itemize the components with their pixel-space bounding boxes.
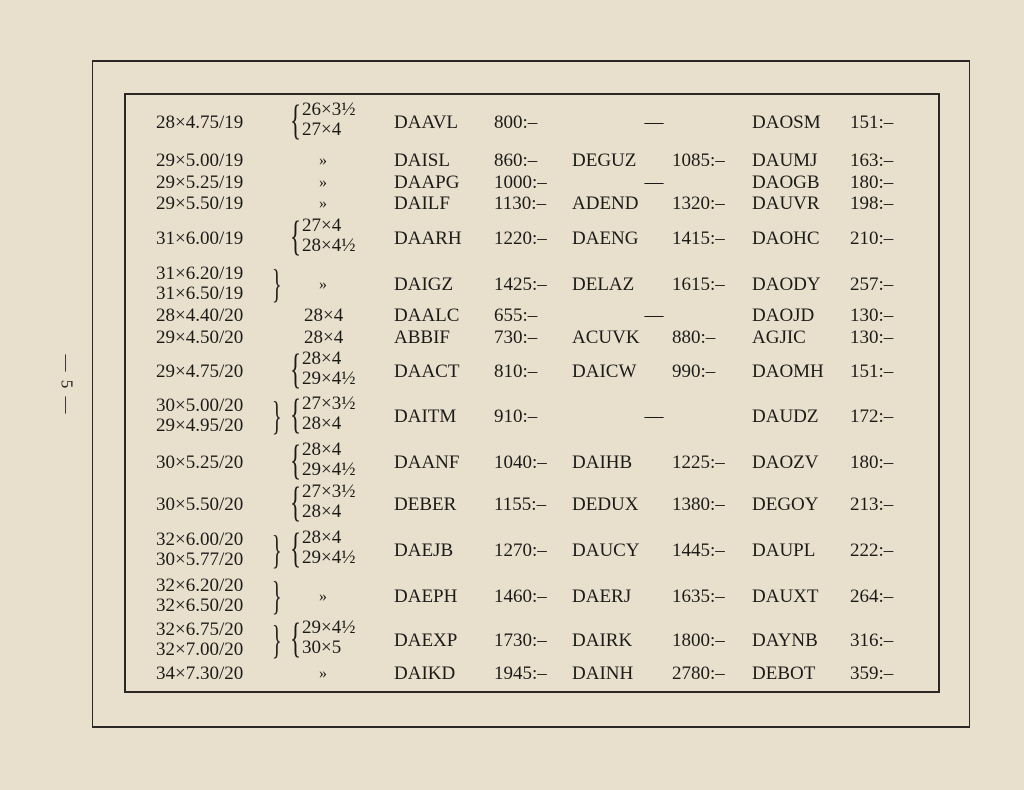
alt-size-value: 28×4: [304, 305, 344, 326]
alt-size-value: 27×3½: [302, 393, 356, 414]
alt-size-value: 29×4½: [302, 617, 356, 638]
ditto-mark: »: [319, 665, 327, 682]
price-3: 316:–: [850, 630, 894, 651]
price-1: 1425:–: [494, 274, 547, 295]
size-value: 28×4.75/19: [156, 112, 244, 133]
size-value: 30×5.50/20: [156, 494, 244, 515]
alt-brace: {: [290, 98, 302, 144]
alt-brace: {: [290, 347, 302, 393]
price-1: 810:–: [494, 361, 538, 382]
price-1: 730:–: [494, 327, 538, 348]
size-value: 30×5.00/20: [156, 395, 244, 416]
code-3: DEGOY: [752, 494, 819, 515]
size-cell: [156, 112, 243, 134]
price-1: 1155:–: [494, 494, 547, 515]
alt-size-value: 29×4½: [302, 547, 356, 568]
code-2: DAIRK: [572, 630, 633, 651]
alt-size-value: 28×4: [302, 348, 342, 369]
size-cell: [156, 193, 243, 215]
price-2: 1445:–: [672, 540, 725, 561]
size-cell: [156, 305, 243, 327]
ditto-mark: »: [319, 152, 327, 169]
size-value: 29×4.50/20: [156, 327, 244, 348]
price-2: 1800:–: [672, 630, 725, 651]
code-3: DAODY: [752, 274, 821, 295]
price-3: 180:–: [850, 452, 894, 473]
price-2: 990:–: [672, 361, 716, 382]
alt-size-value: 30×5: [302, 637, 342, 658]
size-cell: [156, 396, 243, 436]
price-3: 213:–: [850, 494, 894, 515]
empty-dash: —: [644, 305, 664, 326]
alt-brace: {: [290, 480, 302, 526]
alt-brace: {: [290, 438, 302, 484]
alt-size-value: 28×4½: [302, 235, 356, 256]
code-1: DAEJB: [394, 540, 454, 561]
size-value: 29×5.00/19: [156, 150, 244, 171]
alt-size-value: 28×4: [302, 413, 342, 434]
alt-size-value: 28×4: [302, 527, 342, 548]
alt-brace: {: [290, 526, 302, 572]
alt-size-lines: [302, 482, 355, 522]
code-1: DEBER: [394, 494, 457, 515]
size-brace: }: [272, 527, 282, 572]
code-1: DAAVL: [394, 112, 459, 133]
size-brace: }: [272, 261, 282, 306]
size-cell: [156, 576, 243, 616]
size-value: 30×5.25/20: [156, 452, 244, 473]
alt-size-value: 28×4: [304, 327, 344, 348]
code-2: DELAZ: [572, 274, 635, 295]
size-value: 32×7.00/20: [156, 639, 244, 660]
code-3: DAYNB: [752, 630, 818, 651]
alt-brace: {: [290, 392, 302, 438]
price-1: 800:–: [494, 112, 538, 133]
code-3: DAOSM: [752, 112, 821, 133]
alt-size-lines: [302, 440, 355, 480]
code-1: ABBIF: [394, 327, 450, 348]
price-3: 198:–: [850, 193, 894, 214]
code-1: DAACT: [394, 361, 460, 382]
empty-dash: —: [644, 112, 664, 133]
page-number: [46, 355, 86, 415]
price-1: 1460:–: [494, 586, 547, 607]
size-cell: [156, 494, 243, 516]
alt-size-value: 28×4: [302, 439, 342, 460]
code-1: DAIKD: [394, 663, 456, 684]
ditto-mark: »: [319, 588, 327, 605]
code-1: DAARH: [394, 228, 462, 249]
alt-size-lines: [302, 394, 355, 434]
code-2: DAUCY: [572, 540, 640, 561]
code-3: DAUPL: [752, 540, 816, 561]
size-cell: [156, 452, 243, 474]
code-2: DAIHB: [572, 452, 633, 473]
alt-brace: {: [290, 616, 302, 662]
size-cell: [156, 150, 243, 172]
price-2: 1225:–: [672, 452, 725, 473]
price-3: 130:–: [850, 327, 894, 348]
alt-size-value: 28×4: [302, 501, 342, 522]
code-3: DAOHC: [752, 228, 820, 249]
code-3: DAUVR: [752, 193, 820, 214]
size-value: 29×5.25/19: [156, 172, 244, 193]
alt-size-lines: [302, 528, 355, 568]
size-value: 28×4.40/20: [156, 305, 244, 326]
price-3: 257:–: [850, 274, 894, 295]
code-1: DAILF: [394, 193, 450, 214]
size-value: 29×5.50/19: [156, 193, 244, 214]
price-2: 1635:–: [672, 586, 725, 607]
code-1: DAISL: [394, 150, 450, 171]
code-1: DAEPH: [394, 586, 458, 607]
price-1: 1220:–: [494, 228, 547, 249]
alt-size-value: 29×4½: [302, 368, 356, 389]
price-3: 180:–: [850, 172, 894, 193]
alt-size-value: 27×3½: [302, 481, 356, 502]
size-brace: }: [272, 573, 282, 618]
code-3: DAOJD: [752, 305, 815, 326]
code-1: DAAPG: [394, 172, 460, 193]
price-1: 1270:–: [494, 540, 547, 561]
alt-size-value: 27×4: [302, 215, 342, 236]
code-2: DEDUX: [572, 494, 639, 515]
code-2: DEGUZ: [572, 150, 637, 171]
size-cell: [156, 663, 243, 685]
price-2: 2780:–: [672, 663, 725, 684]
price-2: 880:–: [672, 327, 716, 348]
code-2: ADEND: [572, 193, 639, 214]
price-1: 860:–: [494, 150, 538, 171]
size-cell: [156, 530, 243, 570]
alt-size-lines: [302, 349, 355, 389]
ditto-mark: »: [319, 276, 327, 293]
size-brace: }: [272, 393, 282, 438]
size-cell: [156, 172, 243, 194]
size-cell: [156, 264, 243, 304]
ditto-mark: »: [319, 195, 327, 212]
code-3: DAUDZ: [752, 406, 819, 427]
size-cell: [156, 361, 243, 383]
size-cell: [156, 228, 243, 250]
price-3: 163:–: [850, 150, 894, 171]
size-value: 32×6.20/20: [156, 575, 244, 596]
price-1: 1730:–: [494, 630, 547, 651]
code-1: DAALC: [394, 305, 460, 326]
price-1: 910:–: [494, 406, 538, 427]
price-1: 655:–: [494, 305, 538, 326]
size-cell: [156, 327, 243, 349]
code-3: DEBOT: [752, 663, 816, 684]
code-3: DAUMJ: [752, 150, 818, 171]
price-3: 172:–: [850, 406, 894, 427]
alt-size-value: 26×3½: [302, 99, 356, 120]
size-value: 31×6.00/19: [156, 228, 244, 249]
code-2: ACUVK: [572, 327, 640, 348]
size-value: 31×6.20/19: [156, 263, 244, 284]
size-value: 32×6.75/20: [156, 619, 244, 640]
price-2: 1320:–: [672, 193, 725, 214]
code-3: DAOGB: [752, 172, 820, 193]
size-value: 30×5.77/20: [156, 549, 244, 570]
price-3: 210:–: [850, 228, 894, 249]
page-number-text: — 5 —: [57, 354, 76, 416]
code-3: DAOZV: [752, 452, 819, 473]
price-2: 1380:–: [672, 494, 725, 515]
size-value: 29×4.75/20: [156, 361, 244, 382]
code-2: DAICW: [572, 361, 637, 382]
price-1: 1945:–: [494, 663, 547, 684]
alt-size-value: 29×4½: [302, 459, 356, 480]
price-2: 1085:–: [672, 150, 725, 171]
price-1: 1130:–: [494, 193, 547, 214]
code-1: DAEXP: [394, 630, 458, 651]
alt-size-lines: [302, 216, 355, 256]
price-1: 1040:–: [494, 452, 547, 473]
price-1: 1000:–: [494, 172, 547, 193]
code-3: DAUXT: [752, 586, 819, 607]
size-brace: }: [272, 617, 282, 662]
price-3: 130:–: [850, 305, 894, 326]
code-2: DAERJ: [572, 586, 632, 607]
alt-size-value: 27×4: [302, 119, 342, 140]
ditto-mark: »: [319, 174, 327, 191]
price-3: 222:–: [850, 540, 894, 561]
empty-dash: —: [644, 406, 664, 427]
price-2: 1415:–: [672, 228, 725, 249]
code-2: DAENG: [572, 228, 639, 249]
price-2: 1615:–: [672, 274, 725, 295]
price-3: 264:–: [850, 586, 894, 607]
size-cell: [156, 620, 243, 660]
price-3: 151:–: [850, 112, 894, 133]
size-value: 32×6.00/20: [156, 529, 244, 550]
code-3: AGJIC: [752, 327, 806, 348]
empty-dash: —: [644, 172, 664, 193]
code-1: DAITM: [394, 406, 457, 427]
size-value: 34×7.30/20: [156, 663, 244, 684]
size-value: 32×6.50/20: [156, 595, 244, 616]
price-3: 359:–: [850, 663, 894, 684]
alt-size-lines: [302, 618, 355, 658]
alt-size-lines: [302, 100, 355, 140]
code-2: DAINH: [572, 663, 634, 684]
code-1: DAIGZ: [394, 274, 454, 295]
code-3: DAOMH: [752, 361, 824, 382]
size-value: 31×6.50/19: [156, 283, 244, 304]
size-value: 29×4.95/20: [156, 415, 244, 436]
code-1: DAANF: [394, 452, 460, 473]
alt-brace: {: [290, 214, 302, 260]
price-3: 151:–: [850, 361, 894, 382]
